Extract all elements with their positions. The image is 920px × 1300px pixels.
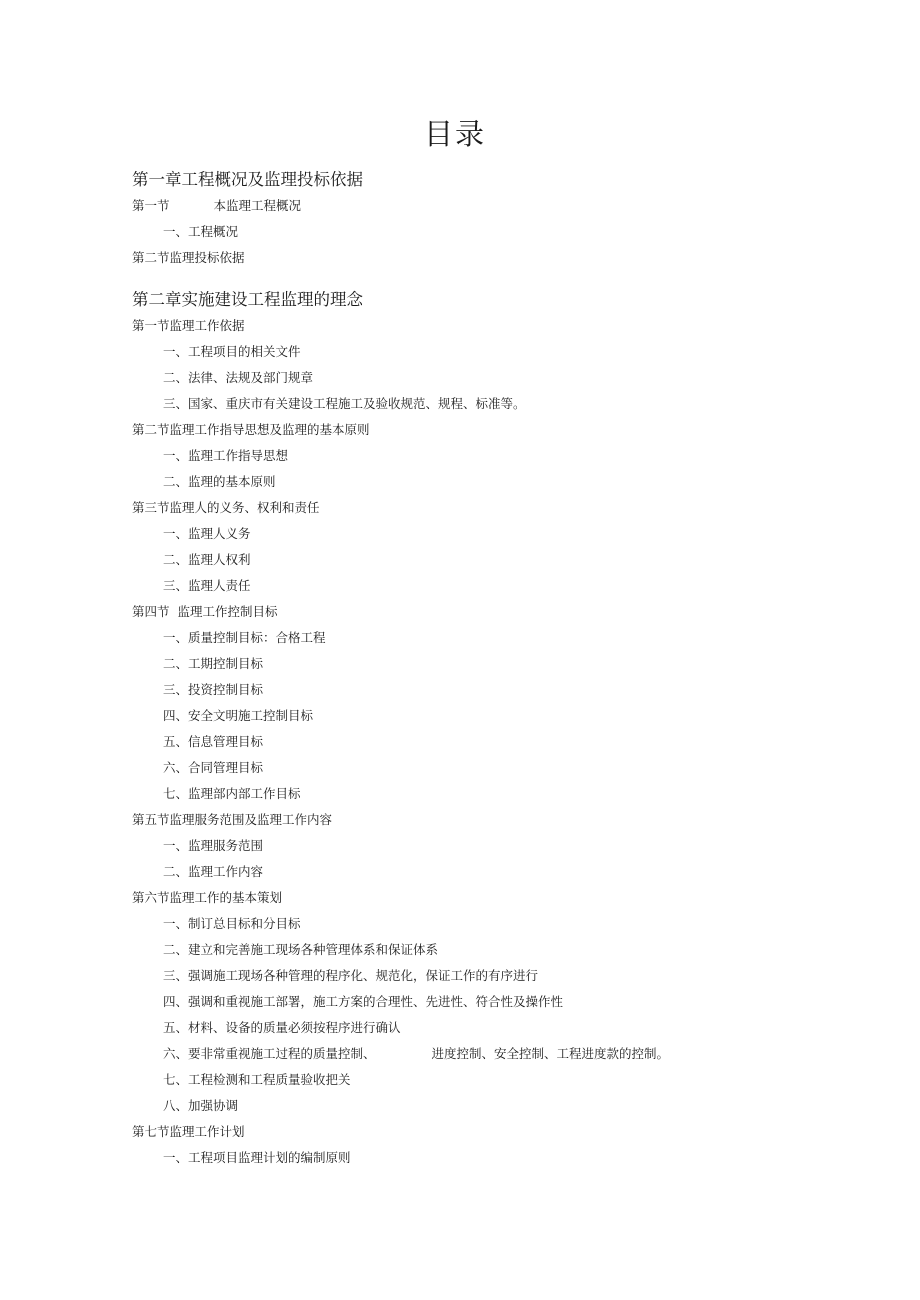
toc-item: 五、材料、设备的质量必须按程序进行确认	[163, 1020, 401, 1035]
toc-text-part: 第四节	[132, 604, 170, 619]
toc-item: 五、信息管理目标	[163, 734, 264, 749]
toc-text-part: 监理工作控制目标	[177, 604, 278, 619]
toc-section: 第七节监理工作计划	[132, 1124, 245, 1139]
toc-item: 四、安全文明施工控制目标	[163, 708, 314, 723]
toc-section: 第三节监理人的义务、权利和责任	[132, 500, 320, 515]
toc-section: 第二节监理投标依据	[132, 250, 245, 265]
toc-item: 八、加强协调	[163, 1098, 239, 1113]
toc-item: 七、工程检测和工程质量验收把关	[163, 1072, 351, 1087]
toc-section: 第五节监理服务范围及监理工作内容	[132, 812, 333, 827]
toc-item	[132, 1041, 832, 1067]
toc-list	[132, 167, 832, 1171]
toc-item: 二、监理的基本原则	[163, 474, 276, 489]
toc-item: 三、强调施工现场各种管理的程序化、规范化，保证工作的有序进行	[163, 968, 539, 983]
toc-section: 第六节监理工作的基本策划	[132, 890, 283, 905]
toc-item: 一、工程项目的相关文件	[163, 344, 301, 359]
toc-item: 二、建立和完善施工现场各种管理体系和保证体系	[163, 942, 439, 957]
toc-item: 二、工期控制目标	[163, 656, 264, 671]
toc-title: 目录	[423, 117, 486, 151]
toc-item: 一、质量控制目标：合格工程	[163, 630, 326, 645]
toc-item: 二、监理工作内容	[163, 864, 264, 879]
toc-item: 二、法律、法规及部门规章	[163, 370, 314, 385]
toc-item: 三、国家、重庆市有关建设工程施工及验收规范、规程、标准等。	[163, 396, 526, 411]
toc-item: 四、强调和重视施工部署，施工方案的合理性、先进性、符合性及操作性	[163, 994, 564, 1009]
toc-text-part: 六、要非常重视施工过程的质量控制、	[163, 1046, 376, 1061]
toc-item: 三、投资控制目标	[163, 682, 264, 697]
toc-section	[132, 599, 832, 625]
toc-text-part: 进度控制、安全控制、工程进度款的控制。	[431, 1046, 670, 1061]
toc-section	[132, 193, 832, 219]
toc-item: 一、工程项目监理计划的编制原则	[163, 1150, 351, 1165]
toc-item: 一、制订总目标和分目标	[163, 916, 301, 931]
toc-chapter: 第一章工程概况及监理投标依据	[132, 170, 363, 189]
toc-item: 七、监理部内部工作目标	[163, 786, 301, 801]
toc-item: 一、工程概况	[163, 224, 239, 239]
toc-item: 六、合同管理目标	[163, 760, 264, 775]
toc-item: 一、监理服务范围	[163, 838, 264, 853]
toc-section: 第一节监理工作依据	[132, 318, 245, 333]
toc-item: 一、监理工作指导思想	[163, 448, 289, 463]
toc-item: 二、监理人权利	[163, 552, 251, 567]
toc-item: 三、监理人责任	[163, 578, 251, 593]
toc-text-part: 本监理工程概况	[213, 198, 302, 213]
toc-text-part: 第一节	[132, 198, 170, 213]
toc-section: 第二节监理工作指导思想及监理的基本原则	[132, 422, 370, 437]
toc-chapter: 第二章实施建设工程监理的理念	[132, 290, 363, 309]
toc-item: 一、监理人义务	[163, 526, 251, 541]
